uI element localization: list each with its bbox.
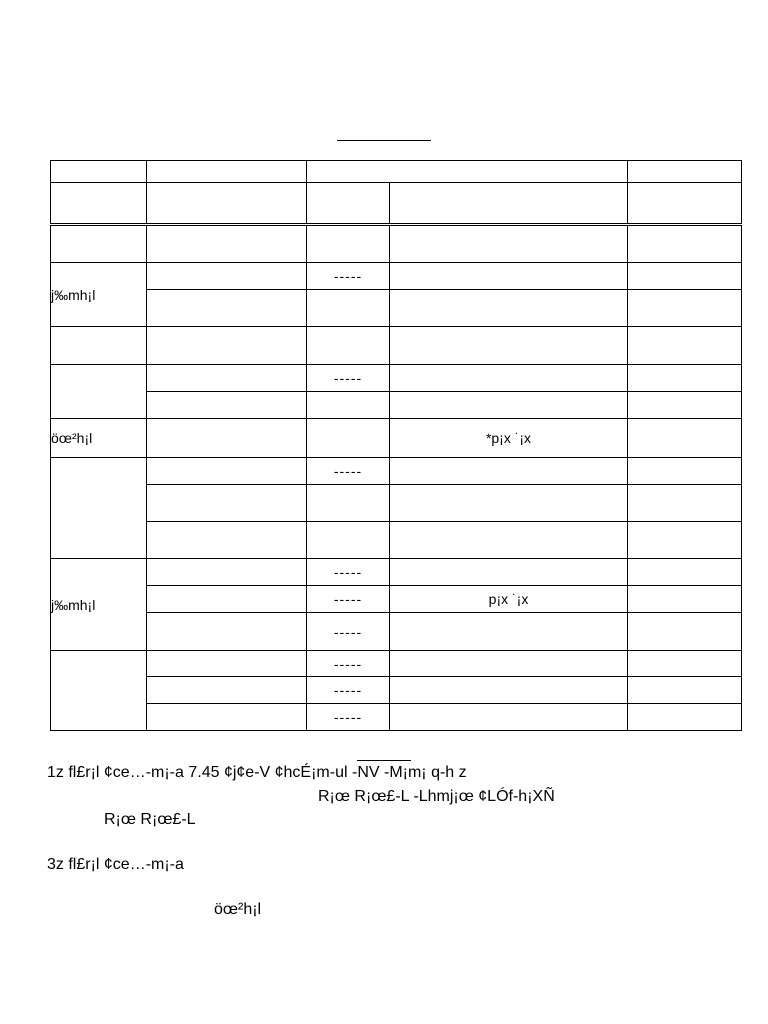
header-cell (307, 161, 628, 183)
table-row (51, 365, 742, 392)
header-cell (51, 161, 147, 183)
dash-mark: ----- (307, 704, 390, 731)
table-row (51, 613, 742, 651)
dash-mark: ----- (307, 677, 390, 704)
day-label: j‰mh¡l (51, 559, 147, 651)
table-row (51, 522, 742, 559)
table-row (51, 458, 742, 485)
footer-line-3: R¡œ R¡œ£-L (104, 811, 196, 828)
header-cell (147, 161, 307, 183)
dash-mark: ----- (307, 586, 390, 613)
dash-mark: ----- (307, 613, 390, 651)
header-row-1 (51, 161, 742, 183)
footer-line-2: R¡œ R¡œ£-L -Lhmj¡œ ¢LÓf-h¡XÑ (318, 788, 555, 805)
title-underline (337, 140, 431, 141)
table-row (51, 485, 742, 522)
table-row (51, 704, 742, 731)
table-row (51, 290, 742, 327)
dash-mark: ----- (307, 365, 390, 392)
cell-note: p¡x ˙¡x (390, 586, 628, 613)
header-cell (628, 161, 742, 183)
footer-underline (357, 760, 411, 761)
table-row (51, 263, 742, 290)
dash-mark: ----- (307, 651, 390, 677)
table-row (51, 392, 742, 419)
header-cell (51, 183, 147, 225)
table-row (51, 651, 742, 677)
dash-mark: ----- (307, 458, 390, 485)
table-row (51, 586, 742, 613)
table-row (51, 225, 742, 263)
day-label: öœ²h¡l (51, 419, 147, 458)
footer-line-4: 3z fl£r¡l ¢ce…-m¡-a (47, 856, 184, 873)
dash-mark: ----- (307, 559, 390, 586)
footer-line-1: 1z fl£r¡l ¢ce…-m¡-a 7.45 ¢j¢e-V ¢hcÉ¡m-ul -NV -M¡m¡ q-h z (47, 764, 467, 781)
table-row (51, 327, 742, 365)
header-cell (147, 183, 307, 225)
header-cell (307, 183, 390, 225)
header-cell (628, 183, 742, 225)
day-label: j‰mh¡l (51, 263, 147, 327)
header-cell (390, 183, 628, 225)
table-row (51, 677, 742, 704)
header-row-2 (51, 183, 742, 225)
table-row (51, 559, 742, 586)
footer-line-5: öœ²h¡l (214, 901, 262, 918)
table-row (51, 419, 742, 458)
dash-mark: ----- (307, 263, 390, 290)
cell-note: *p¡x ˙¡x (390, 419, 628, 458)
schedule-table (50, 160, 742, 731)
